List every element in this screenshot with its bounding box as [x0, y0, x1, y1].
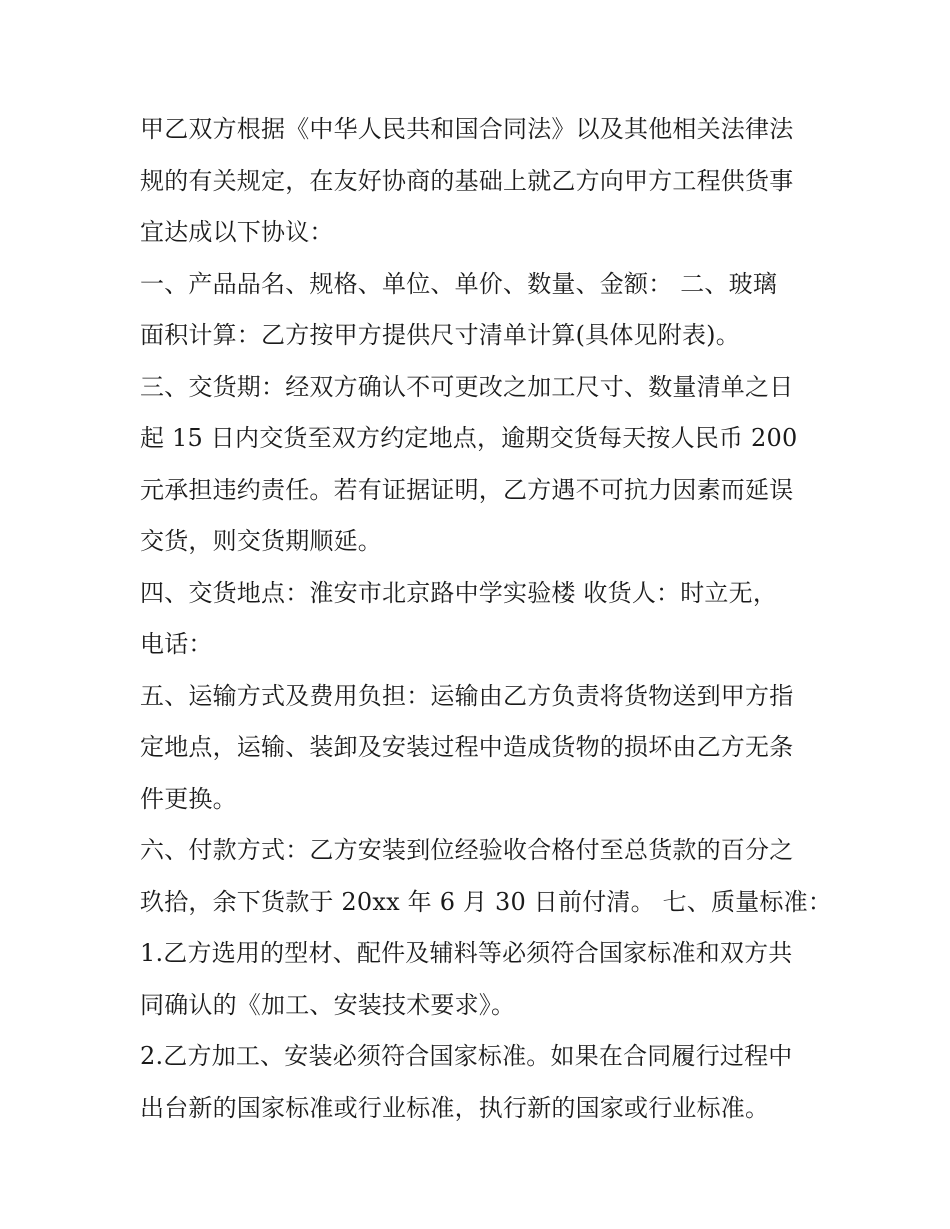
text-line: 件更换。 — [140, 784, 237, 813]
text-line: 宜达成以下协议： — [140, 218, 334, 246]
text-line: 起 15 日内交货至双方约定地点，逾期交货每天按人民币 200 — [140, 424, 798, 452]
text-line: 电话： — [140, 630, 213, 658]
text-line: 玖拾，余下货款于 20xx 年 6 月 30 日前付清。 七、质量标准： — [140, 887, 833, 916]
text-line: 三、交货期：经双方确认不可更改之加工尺寸、数量清单之日 — [140, 372, 794, 401]
text-line: 交货，则交货期顺延。 — [140, 527, 382, 555]
text-line: 同确认的《加工、安装技术要求》。 — [140, 990, 516, 1019]
text-line: 定地点，运输、装卸及安装过程中造成货物的损坏由乙方无条 — [140, 733, 794, 761]
text-line: 出台新的国家标准或行业标准，执行新的国家或行业标准。 — [140, 1093, 770, 1122]
text-line: 元承担违约责任。若有证据证明，乙方遇不可抗力因素而延误 — [140, 475, 794, 504]
text-line: 规的有关规定，在友好协商的基础上就乙方向甲方工程供货事 — [140, 166, 794, 195]
text-line: 一、产品品名、规格、单位、单价、数量、金额： 二、玻璃 — [140, 269, 778, 298]
text-line: 四、交货地点：淮安市北京路中学实验楼 收货人：时立无， — [140, 578, 778, 607]
contract-body — [140, 104, 833, 1134]
text-line: 五、运输方式及费用负担：运输由乙方负责将货物送到甲方指 — [140, 681, 794, 710]
text-line: 甲乙双方根据《中华人民共和国合同法》以及其他相关法律法 — [140, 115, 794, 143]
text-line: 面积计算：乙方按甲方提供尺寸清单计算(具体见附表)。 — [140, 321, 740, 349]
text-line: 六、付款方式：乙方安装到位经验收合格付至总货款的百分之 — [140, 836, 794, 864]
text-line: 2.乙方加工、安装必须符合国家标准。如果在合同履行过程中 — [140, 1042, 793, 1070]
text-line: 1.乙方选用的型材、配件及辅料等必须符合国家标准和双方共 — [140, 939, 793, 967]
